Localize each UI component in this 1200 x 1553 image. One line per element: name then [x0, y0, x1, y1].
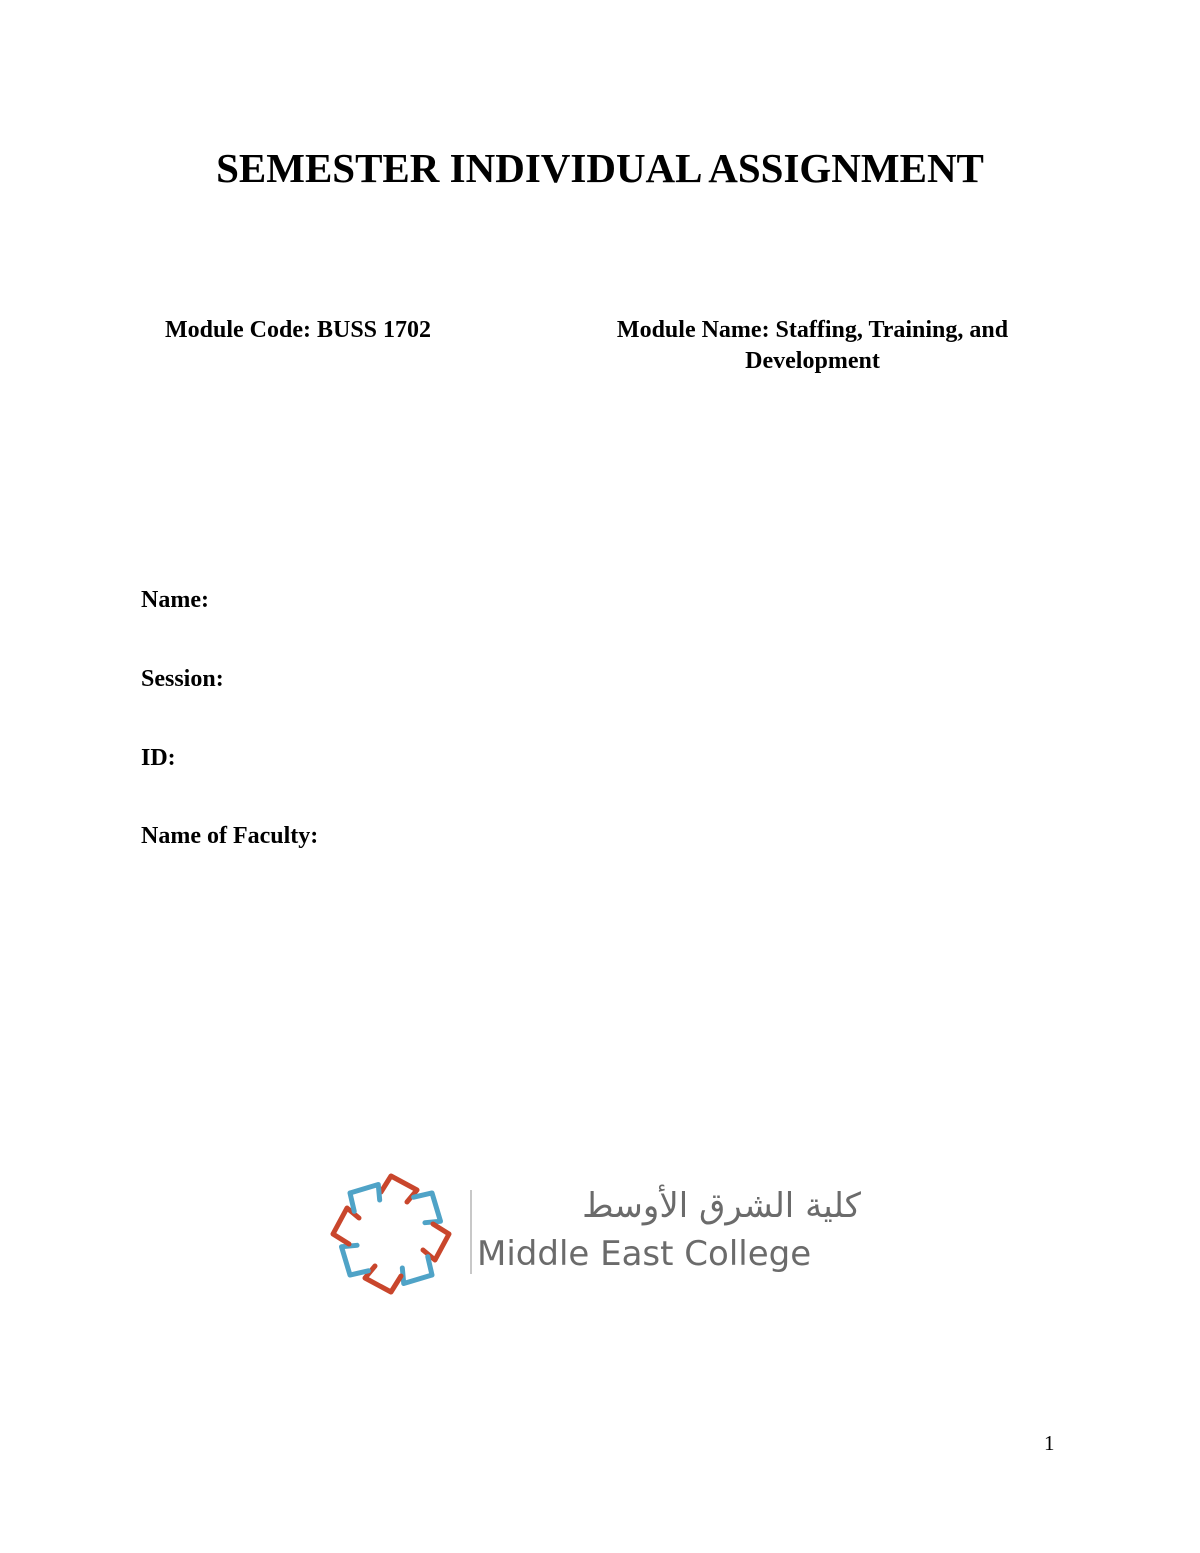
college-emblem-icon [325, 1168, 457, 1300]
name-label: Name: [141, 587, 209, 613]
college-logo [325, 1168, 870, 1300]
page-number: 1 [1044, 1431, 1055, 1455]
id-label: ID: [141, 745, 176, 771]
module-name: Module Name: Staffing, Training, and Development [616, 317, 1009, 374]
logo-english-text: Middle East College [477, 1234, 812, 1274]
module-code: Module Code: BUSS 1702 [165, 317, 432, 343]
faculty-label: Name of Faculty: [141, 823, 319, 849]
logo-arabic-text: كلية الشرق الأوسط [582, 1186, 861, 1226]
logo-divider [470, 1190, 472, 1274]
session-label: Session: [141, 666, 224, 692]
page-title: SEMESTER INDIVIDUAL ASSIGNMENT [216, 145, 984, 191]
